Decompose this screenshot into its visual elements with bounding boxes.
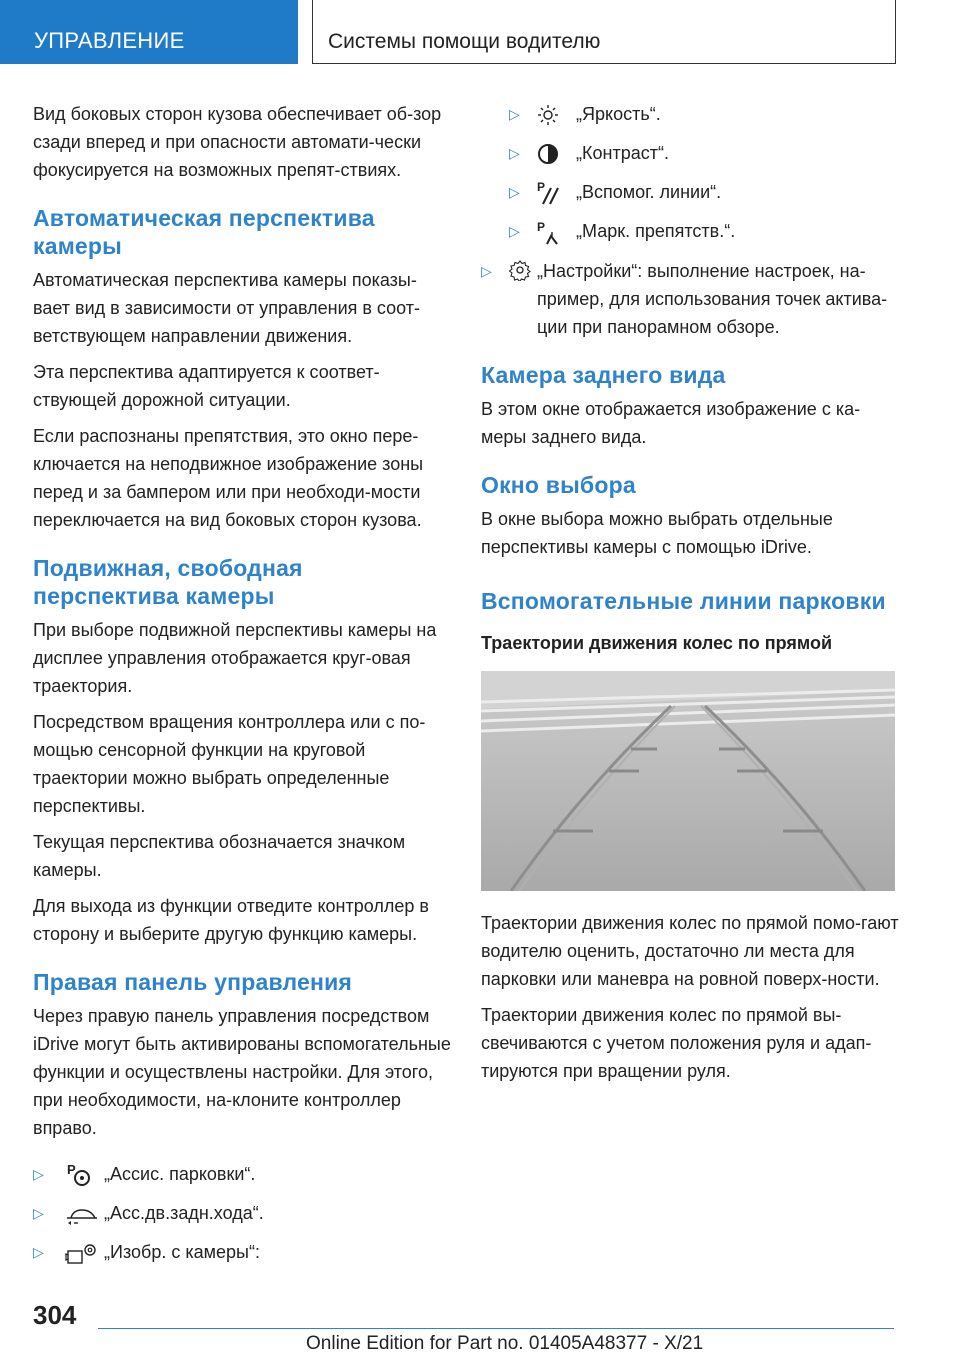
- list-item-text: „Ассис. парковки“.: [104, 1164, 256, 1184]
- list-item-text: „Изобр. с камеры“:: [104, 1242, 260, 1263]
- bullet-triangle-icon: ▷: [509, 184, 520, 200]
- auto-paragraph-2: Эта перспектива адаптируется к соответ-ствующей дорожной ситуации.: [33, 362, 380, 410]
- section-tab: [0, 0, 298, 64]
- contrast-icon: [537, 143, 571, 165]
- footer-divider: [98, 1328, 894, 1329]
- rear-camera-paragraph: В этом окне отображается изображение с ка-меры заднего вида.: [481, 398, 861, 447]
- svg-text:P: P: [537, 219, 546, 234]
- bullet-triangle-icon: ▷: [509, 106, 520, 122]
- list-item: [33, 1160, 453, 1188]
- selection-window-paragraph: В окне выбора можно выбрать отдельные перспективы камеры с помощью iDrive.: [481, 508, 833, 557]
- free-paragraph-4: Для выхода из функции отведите контроллер в сторону и выберите другую функцию камеры.: [33, 896, 429, 944]
- intro-paragraph: Вид боковых сторон кузова обеспечивает об-зор сзади вперед и при опасности автомати-чески фокусируется на возможных препят-ствиях.: [33, 104, 442, 180]
- list-item: [481, 139, 901, 167]
- guide-lines-icon: [537, 180, 571, 206]
- parking-assist-icon: [65, 1162, 99, 1188]
- wheel-track-illustration: [481, 671, 895, 891]
- list-item-text: „Марк. препятств.“.: [576, 221, 736, 242]
- obstacle-marking-icon: [537, 220, 571, 246]
- wheel-track-paragraph-1: Траектории движения колес по прямой помо-гают водителю оценить, достаточно ли места для парковки или маневра на ровной поверх-ности.: [481, 912, 899, 989]
- auto-paragraph-1: Автоматическая перспектива камеры показы-вает вид в зависимости от управления в соот-ветствующем направлении движения.: [33, 270, 420, 346]
- bullet-triangle-icon: ▷: [33, 1205, 44, 1222]
- right-column: [481, 100, 901, 1093]
- brightness-icon: [537, 104, 571, 126]
- bullet-triangle-icon: ▷: [481, 262, 492, 279]
- list-item: [481, 257, 901, 341]
- list-item-text: „Асс.дв.задн.хода“.: [104, 1203, 264, 1224]
- section-tab-label: УПРАВЛЕНИЕ: [34, 28, 185, 53]
- reversing-assist-icon: [65, 1204, 99, 1226]
- list-item: [481, 100, 901, 128]
- auto-paragraph-3: Если распознаны препятствия, это окно пере-ключается на неподвижное изображение зоны перед и за бампером или при необходи-мости переключается на вид боковых сторон кузова.: [33, 426, 424, 530]
- settings-gear-icon: [509, 259, 531, 281]
- bullet-triangle-icon: ▷: [509, 223, 520, 240]
- list-item-text: „Контраст“.: [576, 143, 669, 163]
- chapter-title-box: [312, 0, 896, 64]
- rear-camera-heading: Камера заднего вида: [481, 361, 726, 388]
- edition-label: Online Edition for Part no. 01405A48377 - X/21: [306, 1333, 704, 1354]
- list-item-text: „Вспомог. линии“.: [576, 182, 722, 202]
- right-panel-heading: Правая панель управления: [33, 969, 353, 995]
- list-item-text: „Настройки“: выполнение настроек, на-пример, для использования точек актива-ции при панорамном обзоре.: [537, 260, 888, 337]
- camera-settings-icon: [65, 1241, 99, 1267]
- bullet-triangle-icon: ▷: [33, 1244, 44, 1261]
- right-panel-paragraph: Через правую панель управления посредством iDrive могут быть активированы вспомогательные функции и осуществлены настройки. Для этого, при необходимости, на-клоните контроллер вправо.: [33, 1006, 451, 1138]
- list-item: [33, 1238, 453, 1266]
- free-paragraph-1: При выборе подвижной перспективы камеры на дисплее управления отображается круг-овая траектория.: [33, 620, 437, 696]
- svg-text:P: P: [67, 1162, 76, 1178]
- free-perspective-heading: Подвижная, свободная перспектива камеры: [33, 555, 303, 609]
- selection-window-heading: Окно выбора: [481, 471, 636, 498]
- wheel-track-subheading: Траектории движения колес по прямой: [481, 632, 833, 653]
- parking-guide-lines-heading: Вспомогательные линии парковки: [481, 587, 886, 614]
- auto-perspective-heading: Автоматическая перспектива камеры: [33, 205, 375, 259]
- free-paragraph-2: Посредством вращения контроллера или с по-мощью сенсорной функции на круговой траектории можно выбрать определенные перспективы.: [33, 712, 426, 816]
- svg-text:P: P: [537, 180, 546, 195]
- list-item: [481, 178, 901, 206]
- free-paragraph-3: Текущая перспектива обозначается значком камеры.: [33, 832, 406, 880]
- wheel-track-paragraph-2: Траектории движения колес по прямой вы-свечиваются с учетом положения руля и адап-тируются при вращении руля.: [481, 1004, 872, 1081]
- bullet-triangle-icon: ▷: [33, 1166, 44, 1182]
- list-item: [481, 217, 901, 245]
- chapter-title: Системы помощи водителю: [328, 30, 601, 53]
- page-number: 304: [33, 1300, 77, 1330]
- bullet-triangle-icon: ▷: [509, 145, 520, 161]
- list-item-text: „Яркость“.: [576, 104, 661, 124]
- list-item: [33, 1199, 453, 1227]
- left-column: [33, 100, 453, 1278]
